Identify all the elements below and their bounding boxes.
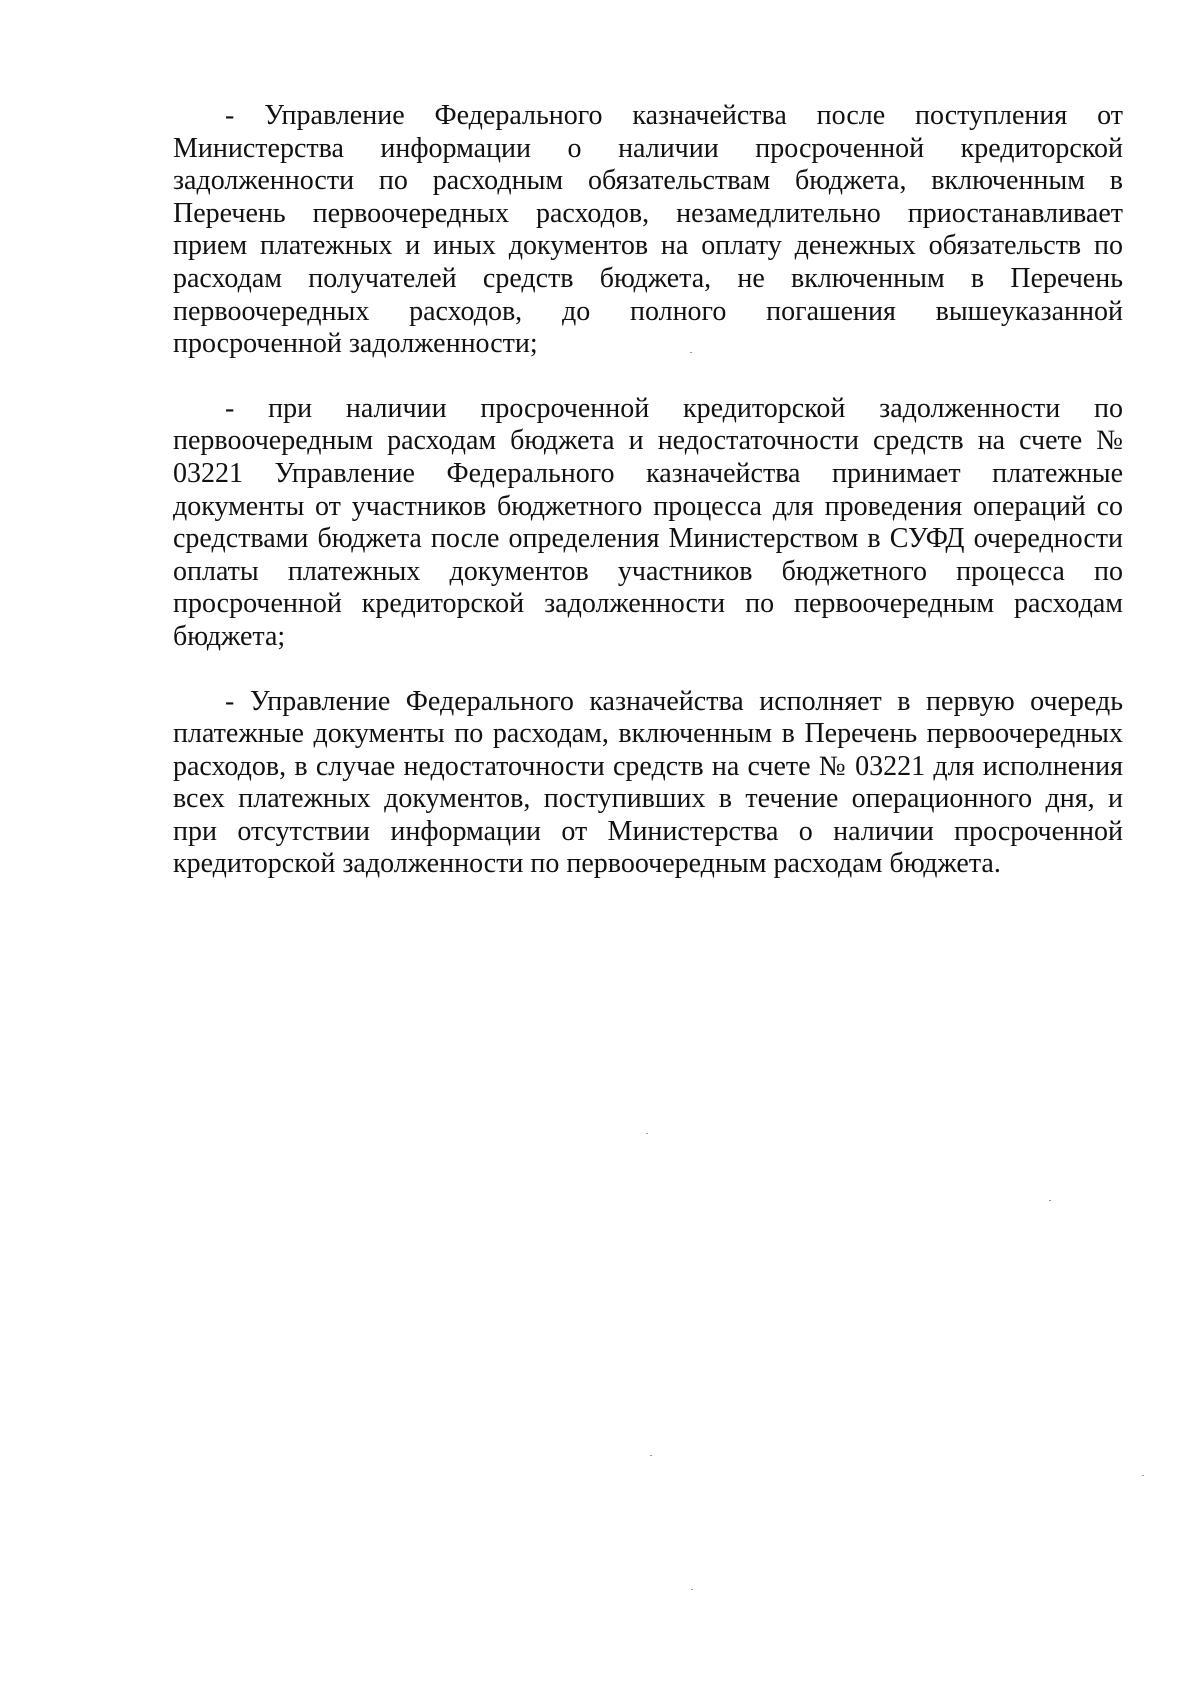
scan-speck: [1049, 1200, 1051, 1201]
scan-speck: [650, 1455, 652, 1456]
scan-speck: [691, 1589, 693, 1590]
scan-speck: [690, 352, 692, 353]
scan-speck: [646, 1133, 648, 1134]
paragraph-treasury-suspension: - Управление Федерального казначейства после поступления от Министерства информации о наличии просроченной кредиторской задолженности по расходным обязательствам бюджета, включенным в Перечень первоочередных расходов, незамедлительно приостанавливает прием платежных и иных документов на оплату денежных обязательств по расходам получателей средств бюджета, не включенным в Перечень первоочередных расходов, до полного погашения вышеуказанной просроченной задолженности;: [173, 100, 1123, 360]
document-body: [173, 100, 1123, 913]
paragraph-first-priority-execution: - Управление Федерального казначейства исполняет в первую очередь платежные документы по расходам, включенным в Перечень первоочередных расходов, в случае недостаточности средств на счете № 03221 для исполнения всех платежных документов, поступивших в течение операционного дня, и при отсутствии информации от Министерства о наличии просроченной кредиторской задолженности по первоочередным расходам бюджета.: [173, 685, 1123, 880]
scan-speck: [1142, 1475, 1144, 1476]
paragraph-overdue-debt-priority: - при наличии просроченной кредиторской задолженности по первоочередным расходам бюджета и недостаточности средств на счете № 03221 Управление Федерального казначейства принимает платежные документы от участников бюджетного процесса для проведения операций со средствами бюджета после определения Министерством в СУФД очередности оплаты платежных документов участников бюджетного процесса по просроченной кредиторской задолженности по первоочередным расходам бюджета;: [173, 392, 1123, 652]
